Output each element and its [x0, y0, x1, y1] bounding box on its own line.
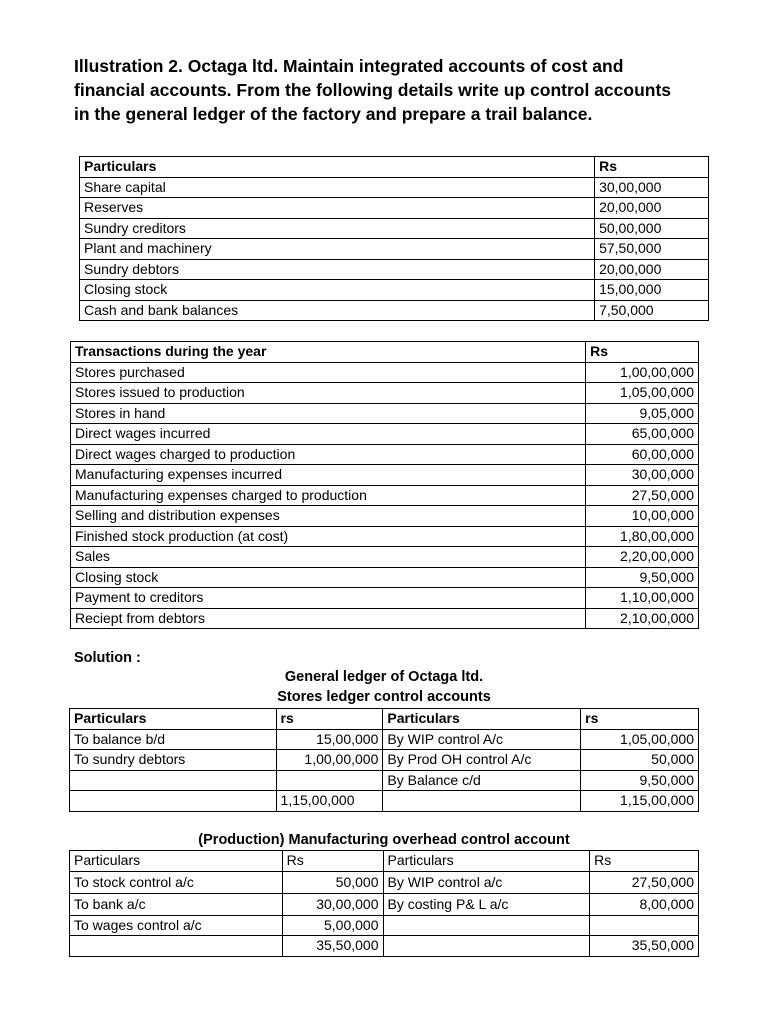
row-particulars: Manufacturing expenses charged to production [71, 485, 586, 506]
dr-particulars [70, 936, 283, 957]
header-cr-amount: Rs [590, 851, 699, 872]
header-dr-amount: Rs [282, 851, 383, 872]
table-row [71, 567, 699, 588]
table-header-row [71, 342, 699, 363]
table-row [70, 770, 699, 791]
illustration-heading: Illustration 2. Octaga ltd. Maintain integrated accounts of cost and financial accounts. From the following details write up control accounts in the general ledger of the factory and prepare a trail balance. [74, 56, 672, 124]
row-particulars: Sundry debtors [80, 259, 595, 280]
row-amount: 20,00,000 [595, 259, 709, 280]
table-row [80, 239, 709, 260]
table-row [71, 424, 699, 445]
row-amount: 2,20,00,000 [586, 547, 699, 568]
cr-amount [590, 915, 699, 936]
dr-total: 1,15,00,000 [276, 791, 383, 812]
solution-label: Solution : [74, 650, 141, 666]
table-row [70, 915, 699, 936]
table-row [70, 750, 699, 771]
cr-particulars [383, 791, 581, 812]
row-amount: 7,50,000 [595, 300, 709, 321]
row-amount: 20,00,000 [595, 198, 709, 219]
table-row [80, 280, 709, 301]
dr-amount: 1,00,00,000 [276, 750, 383, 771]
table-row [71, 383, 699, 404]
row-particulars: Closing stock [80, 280, 595, 301]
row-amount: 1,80,00,000 [586, 526, 699, 547]
overhead-control-table [69, 850, 699, 957]
dr-total: 35,50,000 [282, 936, 383, 957]
cr-particulars: By Balance c/d [383, 770, 581, 791]
cr-particulars: By WIP control A/c [383, 729, 581, 750]
dr-amount: 15,00,000 [276, 729, 383, 750]
dr-particulars: To sundry debtors [70, 750, 277, 771]
row-amount: 65,00,000 [586, 424, 699, 445]
header-particulars: Particulars [80, 157, 595, 178]
row-particulars: Plant and machinery [80, 239, 595, 260]
dr-particulars: To stock control a/c [70, 871, 283, 893]
row-particulars: Reserves [80, 198, 595, 219]
totals-row [70, 791, 699, 812]
table-row [71, 362, 699, 383]
overhead-account-title: (Production) Manufacturing overhead control account [198, 832, 570, 848]
table-row [70, 729, 699, 750]
row-particulars: Stores purchased [71, 362, 586, 383]
header-cr-particulars: Particulars [383, 851, 590, 872]
header-cr-amount: rs [581, 709, 699, 730]
row-particulars: Cash and bank balances [80, 300, 595, 321]
cr-amount: 1,05,00,000 [581, 729, 699, 750]
table-row [71, 588, 699, 609]
cr-particulars [383, 936, 590, 957]
table-header-row [80, 157, 709, 178]
row-particulars: Manufacturing expenses incurred [71, 465, 586, 486]
ledger-title: General ledger of Octaga ltd. [284, 669, 484, 685]
table-header-row [70, 851, 699, 872]
dr-particulars [70, 791, 277, 812]
row-amount: 1,10,00,000 [586, 588, 699, 609]
opening-balances-table [79, 156, 709, 321]
row-particulars: Sundry creditors [80, 218, 595, 239]
cr-amount: 50,000 [581, 750, 699, 771]
table-row [80, 198, 709, 219]
table-row [80, 259, 709, 280]
row-amount: 9,05,000 [586, 403, 699, 424]
row-amount: 15,00,000 [595, 280, 709, 301]
cr-total: 1,15,00,000 [581, 791, 699, 812]
cr-amount: 9,50,000 [581, 770, 699, 791]
row-particulars: Stores issued to production [71, 383, 586, 404]
totals-row [70, 936, 699, 957]
row-amount: 9,50,000 [586, 567, 699, 588]
cr-particulars [383, 915, 590, 936]
header-particulars: Transactions during the year [71, 342, 586, 363]
table-row [80, 218, 709, 239]
cr-particulars: By WIP control a/c [383, 871, 590, 893]
table-row [71, 547, 699, 568]
cr-amount: 27,50,000 [590, 871, 699, 893]
dr-amount: 5,00,000 [282, 915, 383, 936]
dr-amount: 30,00,000 [282, 893, 383, 915]
row-amount: 30,00,000 [595, 177, 709, 198]
header-dr-amount: rs [276, 709, 383, 730]
header-cr-particulars: Particulars [383, 709, 581, 730]
transactions-table [70, 341, 699, 629]
row-particulars: Stores in hand [71, 403, 586, 424]
stores-account-title: Stores ledger control accounts [277, 689, 491, 705]
row-particulars: Share capital [80, 177, 595, 198]
row-particulars: Reciept from debtors [71, 608, 586, 629]
row-amount: 30,00,000 [586, 465, 699, 486]
header-dr-particulars: Particulars [70, 851, 283, 872]
dr-particulars: To balance b/d [70, 729, 277, 750]
row-particulars: Direct wages charged to production [71, 444, 586, 465]
table-row [71, 403, 699, 424]
row-amount: 1,05,00,000 [586, 383, 699, 404]
row-amount: 27,50,000 [586, 485, 699, 506]
table-row [71, 444, 699, 465]
row-amount: 60,00,000 [586, 444, 699, 465]
row-amount: 10,00,000 [586, 506, 699, 527]
table-row [80, 177, 709, 198]
dr-particulars [70, 770, 277, 791]
dr-particulars: To wages control a/c [70, 915, 283, 936]
row-particulars: Closing stock [71, 567, 586, 588]
dr-amount [276, 770, 383, 791]
row-particulars: Direct wages incurred [71, 424, 586, 445]
table-row [70, 893, 699, 915]
header-amount: Rs [595, 157, 709, 178]
table-row [71, 526, 699, 547]
cr-particulars: By costing P& L a/c [383, 893, 590, 915]
row-amount: 2,10,00,000 [586, 608, 699, 629]
row-particulars: Payment to creditors [71, 588, 586, 609]
stores-ledger-control-table [69, 708, 699, 812]
cr-amount: 8,00,000 [590, 893, 699, 915]
row-amount: 1,00,00,000 [586, 362, 699, 383]
dr-particulars: To bank a/c [70, 893, 283, 915]
row-amount: 50,00,000 [595, 218, 709, 239]
cr-particulars: By Prod OH control A/c [383, 750, 581, 771]
header-dr-particulars: Particulars [70, 709, 277, 730]
row-amount: 57,50,000 [595, 239, 709, 260]
table-row [71, 485, 699, 506]
row-particulars: Selling and distribution expenses [71, 506, 586, 527]
header-amount: Rs [586, 342, 699, 363]
table-row [71, 465, 699, 486]
table-row [70, 871, 699, 893]
table-header-row [70, 709, 699, 730]
cr-total: 35,50,000 [590, 936, 699, 957]
dr-amount: 50,000 [282, 871, 383, 893]
row-particulars: Sales [71, 547, 586, 568]
table-row [71, 506, 699, 527]
row-particulars: Finished stock production (at cost) [71, 526, 586, 547]
table-row [80, 300, 709, 321]
table-row [71, 608, 699, 629]
